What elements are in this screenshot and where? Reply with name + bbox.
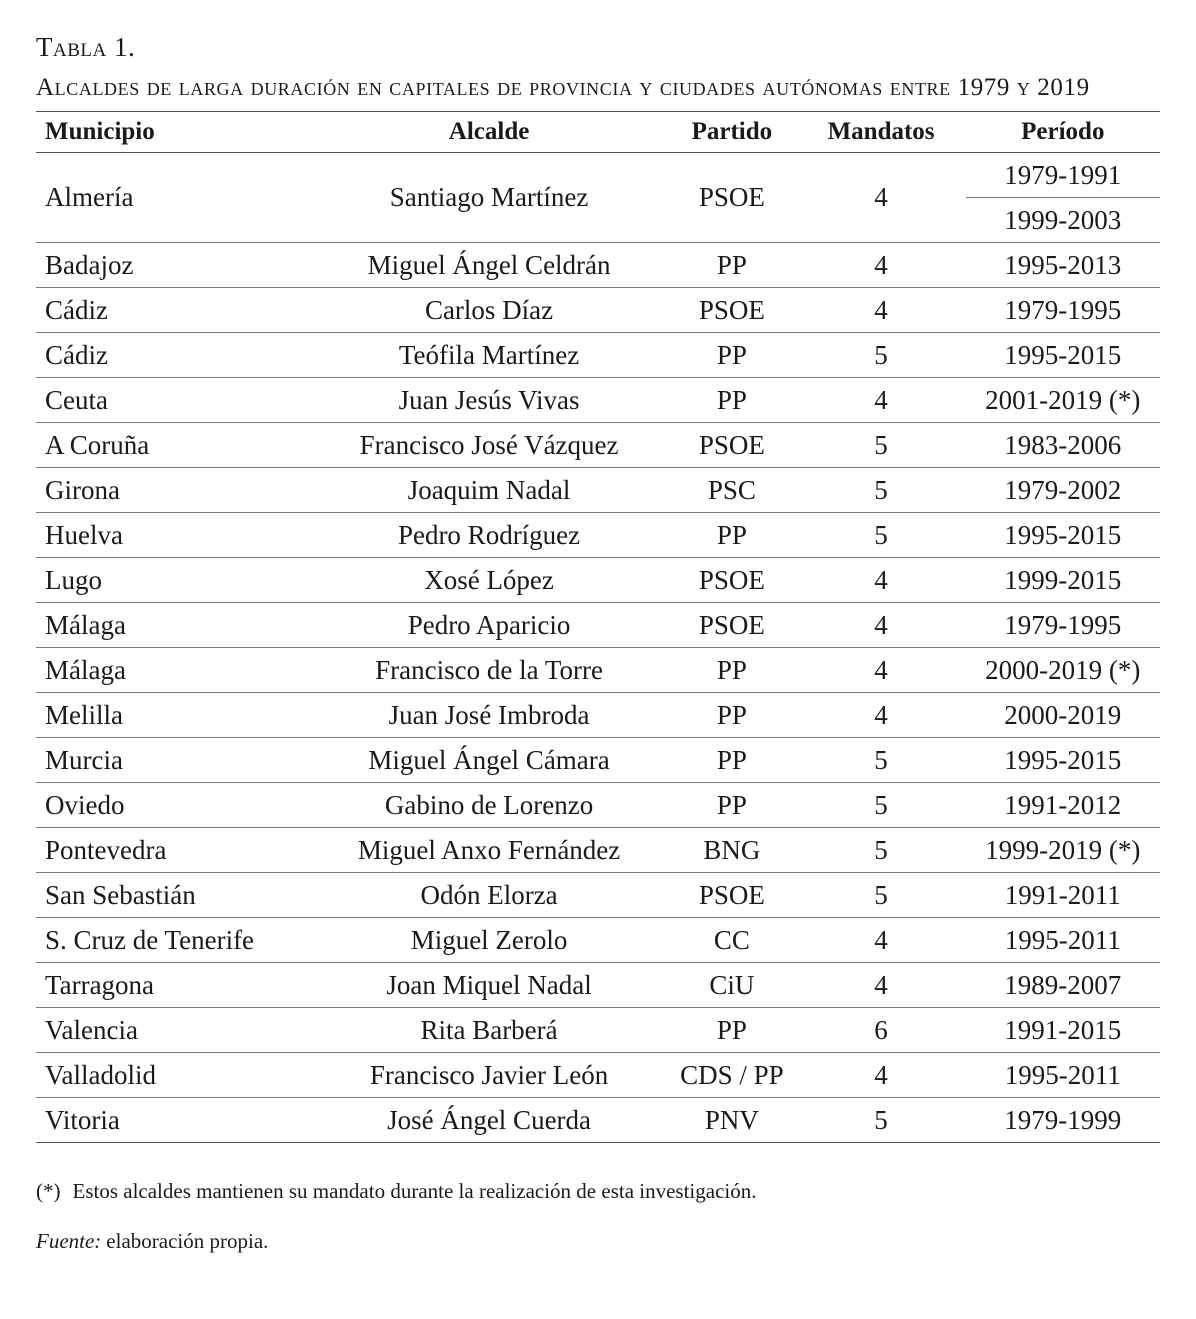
cell-periodo: 1995-2011 bbox=[966, 918, 1160, 963]
table-row bbox=[36, 918, 1160, 963]
cell-alcalde: Teófila Martínez bbox=[311, 333, 667, 378]
table-row bbox=[36, 828, 1160, 873]
header-periodo: Período bbox=[966, 112, 1160, 153]
cell-periodo: 1995-2013 bbox=[966, 243, 1160, 288]
source-text: elaboración propia. bbox=[106, 1229, 269, 1253]
cell-municipio: Cádiz bbox=[36, 333, 311, 378]
cell-mandatos: 5 bbox=[797, 828, 966, 873]
cell-municipio: San Sebastián bbox=[36, 873, 311, 918]
cell-municipio: A Coruña bbox=[36, 423, 311, 468]
cell-periodo: 1979-2002 bbox=[966, 468, 1160, 513]
cell-alcalde: Gabino de Lorenzo bbox=[311, 783, 667, 828]
table-row bbox=[36, 603, 1160, 648]
table-row bbox=[36, 243, 1160, 288]
cell-partido: PSOE bbox=[667, 423, 796, 468]
table-row bbox=[36, 738, 1160, 783]
cell-periodo: 1995-2015 bbox=[966, 513, 1160, 558]
footnote bbox=[36, 1177, 1160, 1205]
cell-partido: PSOE bbox=[667, 603, 796, 648]
cell-alcalde: Carlos Díaz bbox=[311, 288, 667, 333]
source-label: Fuente: bbox=[36, 1229, 102, 1253]
cell-periodo: 1979-1995 bbox=[966, 288, 1160, 333]
cell-mandatos: 5 bbox=[797, 738, 966, 783]
cell-mandatos: 4 bbox=[797, 243, 966, 288]
cell-partido: PP bbox=[667, 738, 796, 783]
table-body bbox=[36, 153, 1160, 1143]
cell-municipio: Cádiz bbox=[36, 288, 311, 333]
cell-periodo: 1983-2006 bbox=[966, 423, 1160, 468]
header-partido: Partido bbox=[667, 112, 796, 153]
cell-partido: PSOE bbox=[667, 873, 796, 918]
cell-periodo: 2000-2019 bbox=[966, 693, 1160, 738]
cell-alcalde: Odón Elorza bbox=[311, 873, 667, 918]
cell-municipio: Badajoz bbox=[36, 243, 311, 288]
table-row bbox=[36, 1098, 1160, 1143]
cell-municipio: Melilla bbox=[36, 693, 311, 738]
cell-periodo: 1995-2011 bbox=[966, 1053, 1160, 1098]
cell-municipio: S. Cruz de Tenerife bbox=[36, 918, 311, 963]
cell-mandatos: 4 bbox=[797, 153, 966, 243]
cell-mandatos: 4 bbox=[797, 288, 966, 333]
cell-periodo: 1979-1991 bbox=[966, 153, 1160, 198]
cell-mandatos: 4 bbox=[797, 648, 966, 693]
cell-partido: PSOE bbox=[667, 288, 796, 333]
table-row bbox=[36, 963, 1160, 1008]
cell-mandatos: 5 bbox=[797, 1098, 966, 1143]
header-municipio: Municipio bbox=[36, 112, 311, 153]
cell-municipio: Pontevedra bbox=[36, 828, 311, 873]
cell-municipio: Valencia bbox=[36, 1008, 311, 1053]
table-row bbox=[36, 333, 1160, 378]
cell-alcalde: Xosé López bbox=[311, 558, 667, 603]
cell-municipio: Tarragona bbox=[36, 963, 311, 1008]
cell-partido: PP bbox=[667, 378, 796, 423]
cell-municipio: Murcia bbox=[36, 738, 311, 783]
table-row bbox=[36, 513, 1160, 558]
cell-alcalde: Miguel Anxo Fernández bbox=[311, 828, 667, 873]
cell-alcalde: Pedro Rodríguez bbox=[311, 513, 667, 558]
cell-periodo: 1979-1995 bbox=[966, 603, 1160, 648]
footnote-text: Estos alcaldes mantienen su mandato durante la realización de esta investigación. bbox=[72, 1179, 757, 1203]
table-header-row bbox=[36, 112, 1160, 153]
cell-periodo: 1991-2012 bbox=[966, 783, 1160, 828]
table-row bbox=[36, 1053, 1160, 1098]
table-row bbox=[36, 783, 1160, 828]
cell-mandatos: 5 bbox=[797, 468, 966, 513]
cell-alcalde: José Ángel Cuerda bbox=[311, 1098, 667, 1143]
footnote-mark: (*) bbox=[36, 1179, 61, 1203]
cell-mandatos: 4 bbox=[797, 378, 966, 423]
cell-alcalde: Francisco de la Torre bbox=[311, 648, 667, 693]
cell-partido: PP bbox=[667, 648, 796, 693]
cell-periodo: 2001-2019 (*) bbox=[966, 378, 1160, 423]
cell-municipio: Valladolid bbox=[36, 1053, 311, 1098]
cell-partido: CC bbox=[667, 918, 796, 963]
cell-mandatos: 5 bbox=[797, 513, 966, 558]
cell-alcalde: Miguel Ángel Celdrán bbox=[311, 243, 667, 288]
table-row bbox=[36, 558, 1160, 603]
table-row bbox=[36, 648, 1160, 693]
cell-mandatos: 5 bbox=[797, 333, 966, 378]
cell-partido: CiU bbox=[667, 963, 796, 1008]
mayors-table bbox=[36, 111, 1160, 1143]
table-row bbox=[36, 153, 1160, 198]
cell-municipio: Oviedo bbox=[36, 783, 311, 828]
cell-periodo: 1995-2015 bbox=[966, 333, 1160, 378]
cell-mandatos: 4 bbox=[797, 963, 966, 1008]
cell-municipio: Málaga bbox=[36, 603, 311, 648]
cell-periodo: 2000-2019 (*) bbox=[966, 648, 1160, 693]
cell-alcalde: Joaquim Nadal bbox=[311, 468, 667, 513]
cell-mandatos: 4 bbox=[797, 918, 966, 963]
cell-periodo: 1995-2015 bbox=[966, 738, 1160, 783]
table-row bbox=[36, 1008, 1160, 1053]
cell-alcalde: Francisco Javier León bbox=[311, 1053, 667, 1098]
cell-municipio: Ceuta bbox=[36, 378, 311, 423]
cell-periodo: 1999-2019 (*) bbox=[966, 828, 1160, 873]
cell-partido: PP bbox=[667, 783, 796, 828]
cell-alcalde: Miguel Zerolo bbox=[311, 918, 667, 963]
table-row bbox=[36, 378, 1160, 423]
cell-alcalde: Miguel Ángel Cámara bbox=[311, 738, 667, 783]
cell-partido: PSOE bbox=[667, 153, 796, 243]
cell-periodo: 1999-2015 bbox=[966, 558, 1160, 603]
cell-municipio: Huelva bbox=[36, 513, 311, 558]
cell-mandatos: 4 bbox=[797, 1053, 966, 1098]
cell-partido: PP bbox=[667, 243, 796, 288]
cell-mandatos: 4 bbox=[797, 558, 966, 603]
cell-mandatos: 4 bbox=[797, 693, 966, 738]
cell-municipio: Málaga bbox=[36, 648, 311, 693]
cell-periodo: 1991-2011 bbox=[966, 873, 1160, 918]
table-row bbox=[36, 423, 1160, 468]
cell-periodo: 1991-2015 bbox=[966, 1008, 1160, 1053]
document-page bbox=[36, 30, 1160, 1255]
cell-partido: BNG bbox=[667, 828, 796, 873]
cell-alcalde: Francisco José Vázquez bbox=[311, 423, 667, 468]
cell-periodo: 1979-1999 bbox=[966, 1098, 1160, 1143]
cell-mandatos: 5 bbox=[797, 423, 966, 468]
cell-periodo: 1999-2003 bbox=[966, 198, 1160, 243]
cell-partido: PP bbox=[667, 333, 796, 378]
cell-mandatos: 5 bbox=[797, 783, 966, 828]
cell-alcalde: Pedro Aparicio bbox=[311, 603, 667, 648]
header-alcalde: Alcalde bbox=[311, 112, 667, 153]
table-row bbox=[36, 873, 1160, 918]
cell-municipio: Lugo bbox=[36, 558, 311, 603]
cell-alcalde: Juan Jesús Vivas bbox=[311, 378, 667, 423]
cell-mandatos: 6 bbox=[797, 1008, 966, 1053]
cell-partido: PP bbox=[667, 513, 796, 558]
cell-municipio: Vitoria bbox=[36, 1098, 311, 1143]
cell-partido: CDS / PP bbox=[667, 1053, 796, 1098]
cell-periodo: 1989-2007 bbox=[966, 963, 1160, 1008]
cell-partido: PSOE bbox=[667, 558, 796, 603]
cell-municipio: Almería bbox=[36, 153, 311, 243]
cell-alcalde: Joan Miquel Nadal bbox=[311, 963, 667, 1008]
table-row bbox=[36, 468, 1160, 513]
cell-alcalde: Santiago Martínez bbox=[311, 153, 667, 243]
source-note bbox=[36, 1227, 1160, 1255]
table-caption-label: Tabla 1. bbox=[36, 32, 136, 62]
table-row bbox=[36, 288, 1160, 333]
cell-mandatos: 5 bbox=[797, 873, 966, 918]
cell-alcalde: Rita Barberá bbox=[311, 1008, 667, 1053]
cell-municipio: Girona bbox=[36, 468, 311, 513]
cell-partido: PSC bbox=[667, 468, 796, 513]
table-notes bbox=[36, 1177, 1160, 1255]
table-row bbox=[36, 693, 1160, 738]
table-caption-title: Alcaldes de larga duración en capitales de provincia y ciudades autónomas entre 1979 y 2019 bbox=[36, 74, 1090, 101]
cell-partido: PP bbox=[667, 693, 796, 738]
header-mandatos: Mandatos bbox=[797, 112, 966, 153]
cell-alcalde: Juan José Imbroda bbox=[311, 693, 667, 738]
cell-mandatos: 4 bbox=[797, 603, 966, 648]
cell-partido: PP bbox=[667, 1008, 796, 1053]
cell-partido: PNV bbox=[667, 1098, 796, 1143]
